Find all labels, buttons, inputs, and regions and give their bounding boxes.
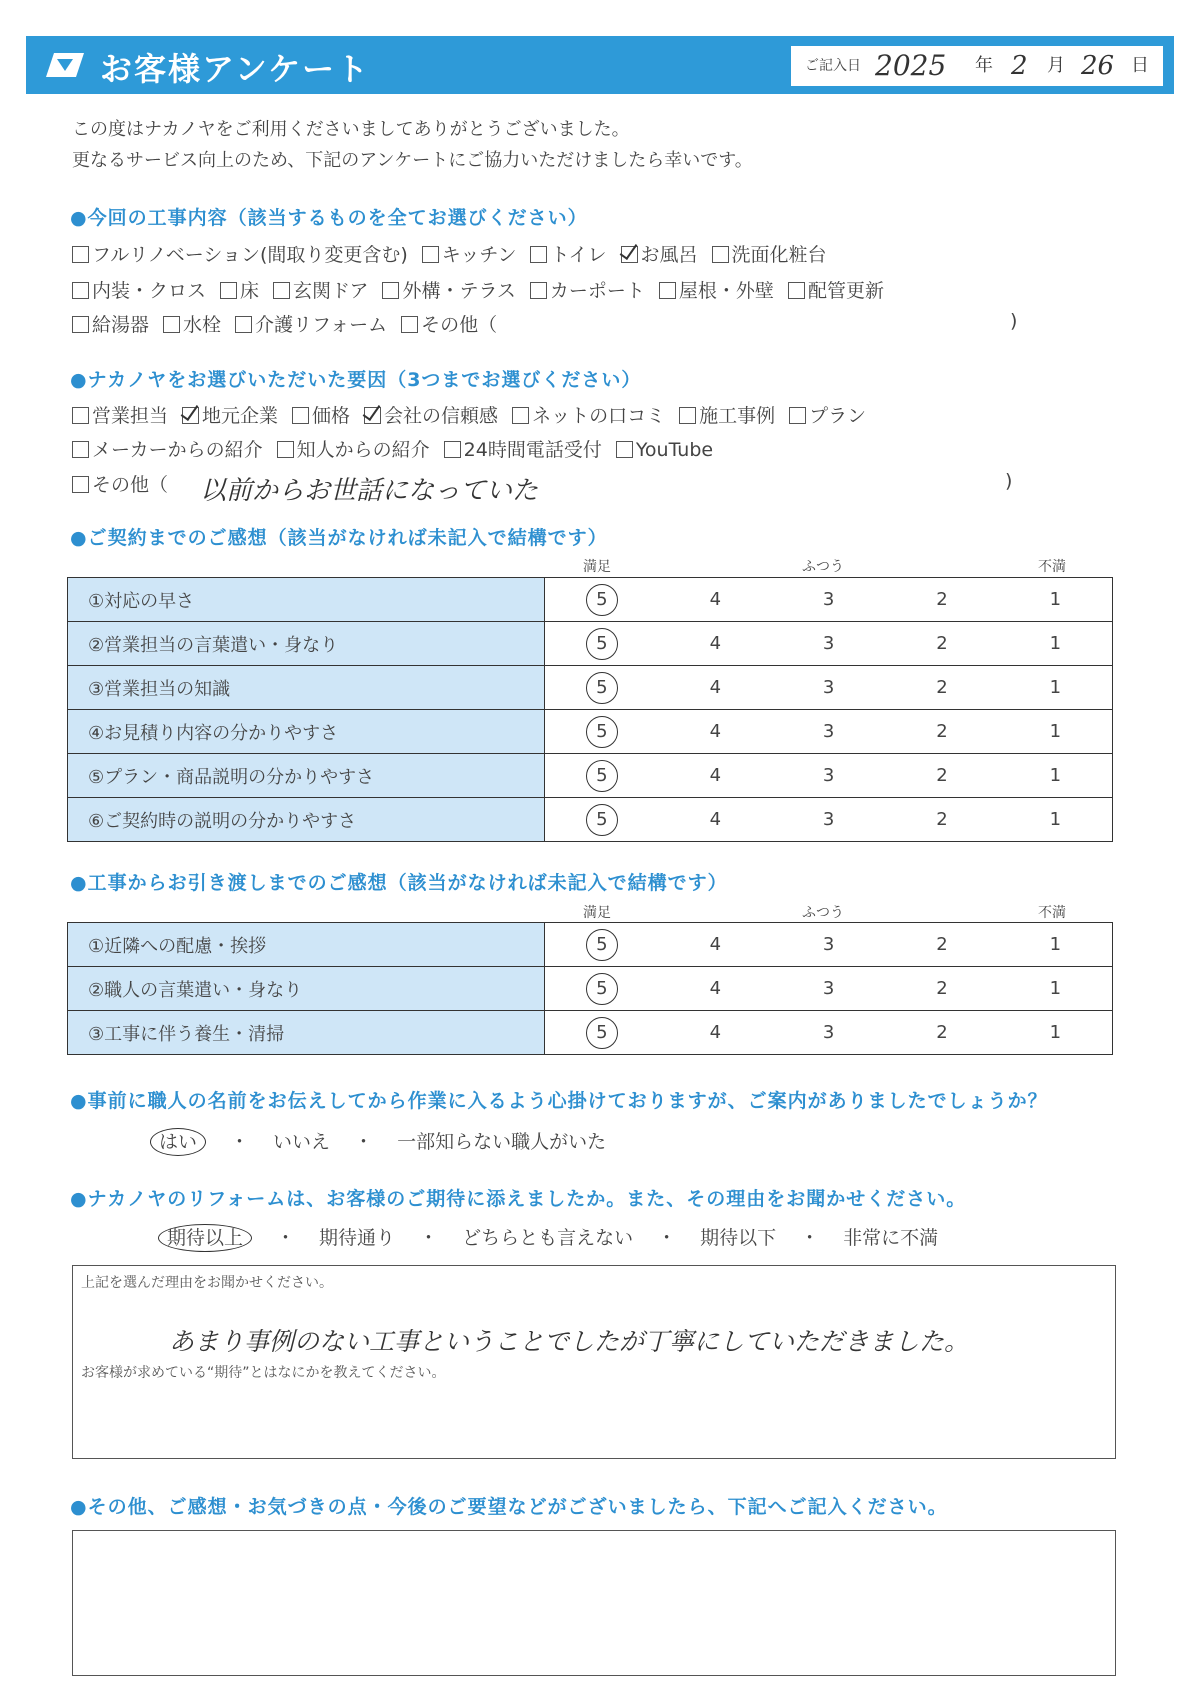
section-title-work: ●今回の工事内容（該当するものを全てお選びください） (70, 207, 588, 229)
checkbox[interactable] (789, 407, 806, 424)
rating-row (68, 710, 1113, 754)
checkbox-option[interactable] (616, 439, 713, 461)
rating-question: ①近隣への配慮・挨拶 (68, 923, 545, 967)
rating-selected: 5 (586, 973, 618, 1005)
checkbox-label: フルリノベーション(間取り変更含む) (92, 244, 408, 266)
rating-question: ②職人の言葉遣い・身なり (68, 967, 545, 1011)
rating-option[interactable] (659, 967, 772, 1011)
checkbox-label: 地元企業 (202, 405, 279, 427)
rating-value: 4 (709, 633, 722, 654)
checkbox-option[interactable] (712, 240, 827, 267)
rating-question: ①対応の早さ (68, 578, 545, 622)
checkbox[interactable] (659, 282, 676, 299)
separator: ・ (419, 1227, 439, 1249)
rating-option[interactable] (885, 923, 998, 967)
rating-row (68, 1011, 1113, 1055)
checkbox-label: プラン (809, 405, 867, 427)
checkbox-label: 水栓 (183, 314, 222, 336)
checkbox-option[interactable] (530, 240, 606, 267)
rating-option[interactable] (772, 578, 885, 622)
checkbox-checked[interactable] (364, 407, 381, 424)
rating-value: 2 (936, 934, 948, 955)
checkbox[interactable] (220, 282, 237, 299)
rating-option[interactable] (885, 578, 998, 622)
checkbox-option[interactable] (444, 435, 602, 462)
answer-option[interactable]: 期待通り (319, 1227, 396, 1249)
checkbox[interactable] (512, 407, 529, 424)
rating-value: 1 (1049, 677, 1062, 698)
rating-option[interactable] (999, 967, 1113, 1011)
answer-row (150, 1127, 606, 1154)
checkbox-label: キッチン (441, 244, 517, 266)
rating-selected: 5 (586, 760, 618, 792)
checkbox-label: 会社の信頼感 (384, 405, 499, 427)
rating-option[interactable] (999, 622, 1113, 666)
checkbox-row (72, 240, 841, 267)
rating-value: 2 (936, 978, 948, 999)
scale-mid: ふつう (802, 905, 844, 921)
checkbox-label: 営業担当 (92, 405, 169, 427)
rating-value: 3 (822, 978, 835, 999)
expect-prompt: お客様が求めている“期待”とはなにかを教えてください。 (81, 1365, 446, 1381)
comments-textarea[interactable] (72, 1530, 1116, 1676)
rating-option[interactable] (999, 798, 1113, 842)
checkbox[interactable] (277, 441, 294, 458)
rating-option[interactable] (772, 798, 885, 842)
checkbox[interactable] (273, 282, 290, 299)
rating-question: ⑤プラン・商品説明の分かりやすさ (68, 754, 545, 798)
rating-value: 2 (936, 765, 948, 786)
checkbox-label: 給湯器 (92, 314, 150, 336)
rating-option[interactable] (659, 710, 772, 754)
checkbox[interactable] (72, 246, 89, 263)
rating-option[interactable] (885, 622, 998, 666)
checkbox-option[interactable] (512, 401, 665, 428)
section-title-contract: ●ご契約までのご感想（該当がなければ未記入で結構です） (70, 527, 608, 549)
rating-row (68, 967, 1113, 1011)
rating-option[interactable] (772, 666, 885, 710)
rating-option[interactable] (772, 710, 885, 754)
checkbox-row (72, 310, 511, 337)
checkbox-label: 洗面化粧台 (731, 244, 827, 266)
rating-option[interactable] (659, 622, 772, 666)
rating-option[interactable] (999, 666, 1113, 710)
checkbox-option[interactable] (72, 276, 206, 303)
checkbox-option[interactable] (72, 401, 168, 428)
answer-option-selected[interactable]: 期待以上 (158, 1224, 252, 1252)
rating-option[interactable] (545, 622, 659, 666)
checkbox[interactable] (72, 316, 89, 333)
rating-selected: 5 (586, 628, 618, 660)
checkbox-label: 屋根・外壁 (678, 280, 774, 302)
checkbox-row (72, 276, 898, 303)
rating-option[interactable] (659, 923, 772, 967)
section-title-expectation: ●ナカノヤのリフォームは、お客様のご期待に添えましたか。また、その理由をお聞かせください。 (70, 1188, 967, 1210)
rating-value: 4 (709, 934, 722, 955)
rating-row (68, 754, 1113, 798)
rating-value: 2 (936, 633, 948, 654)
rating-value: 4 (709, 721, 722, 742)
rating-value: 4 (709, 677, 722, 698)
checkbox-option[interactable] (679, 401, 775, 428)
rating-table-contract (67, 577, 1113, 842)
checkbox-option[interactable] (621, 240, 698, 267)
rating-value: 3 (822, 934, 835, 955)
rating-value: 2 (936, 589, 948, 610)
rating-option[interactable] (545, 923, 659, 967)
checkbox-option[interactable] (220, 276, 259, 303)
date-day: 26 (1081, 51, 1115, 81)
rating-option[interactable] (772, 1011, 885, 1055)
page-title: お客様アンケート (100, 50, 371, 88)
rating-option[interactable] (545, 798, 659, 842)
checkbox-label: お風呂 (640, 244, 698, 266)
checkbox[interactable] (788, 282, 805, 299)
checkbox[interactable] (616, 441, 633, 458)
rating-option[interactable] (545, 1011, 659, 1055)
rating-option[interactable] (659, 1011, 772, 1055)
rating-option[interactable] (999, 1011, 1113, 1055)
rating-option[interactable] (659, 666, 772, 710)
reason-prompt: 上記を選んだ理由をお聞かせください。 (81, 1275, 333, 1291)
checkbox-label: 介護リフォーム (255, 314, 388, 336)
date-year: 2025 (875, 49, 947, 82)
checkbox[interactable] (530, 246, 547, 263)
section-title-craftsman: ●事前に職人の名前をお伝えしてから作業に入るよう心掛けておりますが、ご案内がありましたでしょうか？ (70, 1090, 1048, 1112)
checkbox-label: その他（ (421, 314, 498, 336)
date-field[interactable] (790, 45, 1164, 87)
rating-value: 4 (709, 1022, 722, 1043)
rating-value: 2 (936, 809, 948, 830)
scale-high: 満足 (583, 559, 611, 575)
checkbox-row (72, 435, 727, 462)
answer-option[interactable]: 一部知らない職人がいた (397, 1131, 607, 1153)
rating-option[interactable] (545, 710, 659, 754)
rating-table-construction (67, 922, 1113, 1055)
answer-option[interactable]: どちらとも言えない (462, 1227, 634, 1249)
rating-option[interactable] (545, 754, 659, 798)
section-title-reason: ●ナカノヤをお選びいただいた要因（3つまでお選びください） (70, 369, 642, 391)
rating-value: 1 (1049, 1022, 1062, 1043)
rating-value: 1 (1049, 721, 1062, 742)
checkbox-label: 外構・テラス (402, 280, 516, 302)
rating-selected: 5 (586, 804, 618, 836)
rating-selected: 5 (586, 584, 618, 616)
rating-option[interactable] (885, 666, 998, 710)
intro-line: 更なるサービス向上のため、下記のアンケートにご協力いただけましたら幸いです。 (72, 150, 753, 171)
other-handwritten-text[interactable]: 以前からお世話になっていた (200, 476, 539, 506)
checkbox-label: カーポート (549, 280, 645, 302)
rating-value: 4 (709, 589, 722, 610)
rating-option[interactable] (885, 1011, 998, 1055)
rating-option[interactable] (999, 578, 1113, 622)
date-nen: 年 (975, 55, 993, 76)
rating-row (68, 798, 1113, 842)
section-title-construction: ●工事からお引き渡しまでのご感想（該当がなければ未記入で結構です） (70, 872, 728, 894)
date-label: ご記入日 (805, 58, 861, 74)
checkbox-option[interactable] (292, 401, 350, 428)
checkbox-option[interactable] (182, 401, 278, 428)
rating-question: ⑥ご契約時の説明の分かりやすさ (68, 798, 545, 842)
answer-option[interactable]: いいえ (273, 1131, 331, 1153)
checkbox-option[interactable] (789, 401, 866, 428)
rating-value: 1 (1049, 633, 1062, 654)
checkbox-label: 内装・クロス (92, 280, 207, 302)
checkbox-option[interactable] (422, 240, 517, 267)
rating-value: 3 (822, 809, 835, 830)
checkbox-checked[interactable] (182, 407, 199, 424)
rating-value: 1 (1049, 589, 1062, 610)
header-bar (26, 36, 1174, 94)
rating-value: 4 (709, 765, 722, 786)
checkbox-label: YouTube (635, 439, 714, 461)
intro-line: この度はナカノヤをご利用くださいましてありがとうございました。 (72, 119, 630, 140)
answer-option-selected[interactable]: はい (150, 1128, 206, 1156)
separator: ・ (276, 1227, 296, 1249)
rating-option[interactable] (885, 710, 998, 754)
rating-value: 3 (822, 677, 835, 698)
rating-option[interactable] (659, 754, 772, 798)
rating-value: 1 (1049, 809, 1062, 830)
checkbox-option[interactable] (235, 310, 387, 337)
rating-question: ③営業担当の知識 (68, 666, 545, 710)
section-title-comments: ●その他、ご感想・お気づきの点・今後のご要望などがございましたら、下記へご記入ください。 (70, 1496, 948, 1518)
checkbox[interactable] (401, 316, 418, 333)
scale-high: 満足 (583, 905, 611, 921)
checkbox[interactable] (382, 282, 399, 299)
separator: ・ (230, 1131, 250, 1153)
rating-option[interactable] (999, 710, 1113, 754)
checkbox[interactable] (72, 282, 89, 299)
paren-close: ) (1010, 310, 1018, 332)
answer-option[interactable]: 非常に不満 (843, 1227, 939, 1249)
rating-value: 1 (1049, 765, 1062, 786)
date-tsuki: 月 (1047, 55, 1065, 76)
rating-option[interactable] (545, 666, 659, 710)
checkbox-option[interactable] (788, 276, 884, 303)
rating-option[interactable] (885, 754, 998, 798)
rating-option[interactable] (772, 967, 885, 1011)
checkbox-label: 施工事例 (699, 405, 776, 427)
rating-value: 3 (822, 721, 835, 742)
checkbox[interactable] (72, 407, 89, 424)
rating-option[interactable] (772, 622, 885, 666)
checkbox[interactable] (163, 316, 180, 333)
rating-option[interactable] (885, 798, 998, 842)
rating-option[interactable] (999, 923, 1113, 967)
rating-value: 2 (936, 1022, 948, 1043)
checkbox[interactable] (235, 316, 252, 333)
rating-value: 4 (709, 809, 722, 830)
checkbox-option[interactable] (401, 310, 497, 337)
checkbox-label: トイレ (550, 244, 607, 266)
checkbox-option[interactable] (382, 276, 515, 303)
rating-option[interactable] (772, 923, 885, 967)
rating-option[interactable] (659, 578, 772, 622)
checkbox-option[interactable] (659, 276, 774, 303)
rating-row (68, 622, 1113, 666)
checkbox-option[interactable] (364, 401, 498, 428)
checkbox[interactable] (72, 476, 89, 493)
rating-option[interactable] (545, 967, 659, 1011)
rating-value: 4 (709, 978, 722, 999)
checkbox[interactable] (530, 282, 547, 299)
checkbox-option[interactable] (72, 240, 408, 267)
checkbox-option[interactable] (72, 310, 149, 337)
checkbox[interactable] (712, 246, 729, 263)
rating-value: 1 (1049, 978, 1062, 999)
answer-option[interactable]: 期待以下 (700, 1227, 777, 1249)
checkbox-label: ネットの口コミ (532, 405, 666, 427)
rating-row (68, 923, 1113, 967)
checkbox-label: 配管更新 (807, 280, 884, 302)
date-month: 2 (1011, 51, 1028, 81)
rating-value: 3 (822, 589, 835, 610)
rating-selected: 5 (586, 1017, 618, 1049)
rating-value: 3 (822, 765, 835, 786)
rating-value: 3 (822, 1022, 835, 1043)
rating-option[interactable] (772, 754, 885, 798)
rating-question: ②営業担当の言葉遣い・身なり (68, 622, 545, 666)
separator: ・ (657, 1227, 677, 1249)
reason-handwritten-text: あまり事例のない工事ということでしたが丁寧にしていただきました。 (169, 1327, 970, 1356)
checkbox-label: 知人からの紹介 (296, 439, 430, 461)
checkbox-option[interactable] (72, 435, 263, 462)
checkbox-label: 24時間電話受付 (463, 439, 602, 461)
checkbox-option[interactable] (163, 310, 221, 337)
rating-row (68, 578, 1113, 622)
other-label: その他（ (92, 474, 169, 496)
rating-row (68, 666, 1113, 710)
rating-question: ④お見積り内容の分かりやすさ (68, 710, 545, 754)
intro-text (72, 114, 753, 176)
checkbox[interactable] (422, 246, 439, 263)
rating-option[interactable] (999, 754, 1113, 798)
scale-mid: ふつう (802, 559, 844, 575)
checkbox-label: 床 (240, 280, 260, 302)
rating-selected: 5 (586, 716, 618, 748)
company-logo-icon (40, 49, 88, 81)
checkbox[interactable] (292, 407, 309, 424)
paren-close: ) (1005, 470, 1013, 492)
rating-option[interactable] (659, 798, 772, 842)
rating-question: ③工事に伴う養生・清掃 (68, 1011, 545, 1055)
checkbox[interactable] (444, 441, 461, 458)
checkbox-option[interactable] (530, 276, 645, 303)
checkbox-label: メーカーからの紹介 (92, 439, 263, 461)
rating-option[interactable] (885, 967, 998, 1011)
checkbox-label: 玄関ドア (293, 280, 369, 302)
scale-low: 不満 (1038, 905, 1066, 921)
scale-low: 不満 (1038, 559, 1066, 575)
checkbox-checked[interactable] (621, 246, 638, 263)
separator: ・ (354, 1131, 374, 1153)
other-row (72, 470, 168, 497)
checkbox[interactable] (72, 441, 89, 458)
checkbox-option[interactable] (273, 276, 368, 303)
checkbox-option[interactable] (277, 435, 430, 462)
separator: ・ (800, 1227, 820, 1249)
rating-option[interactable] (545, 578, 659, 622)
reason-textarea[interactable] (72, 1265, 1116, 1459)
rating-value: 2 (936, 677, 948, 698)
rating-value: 3 (822, 633, 835, 654)
checkbox-label: 価格 (312, 405, 351, 427)
rating-value: 2 (936, 721, 948, 742)
rating-selected: 5 (586, 672, 618, 704)
rating-selected: 5 (586, 929, 618, 961)
answer-row (158, 1223, 938, 1250)
rating-value: 1 (1049, 934, 1062, 955)
checkbox-row (72, 401, 880, 428)
date-nichi: 日 (1131, 55, 1149, 76)
checkbox[interactable] (679, 407, 696, 424)
